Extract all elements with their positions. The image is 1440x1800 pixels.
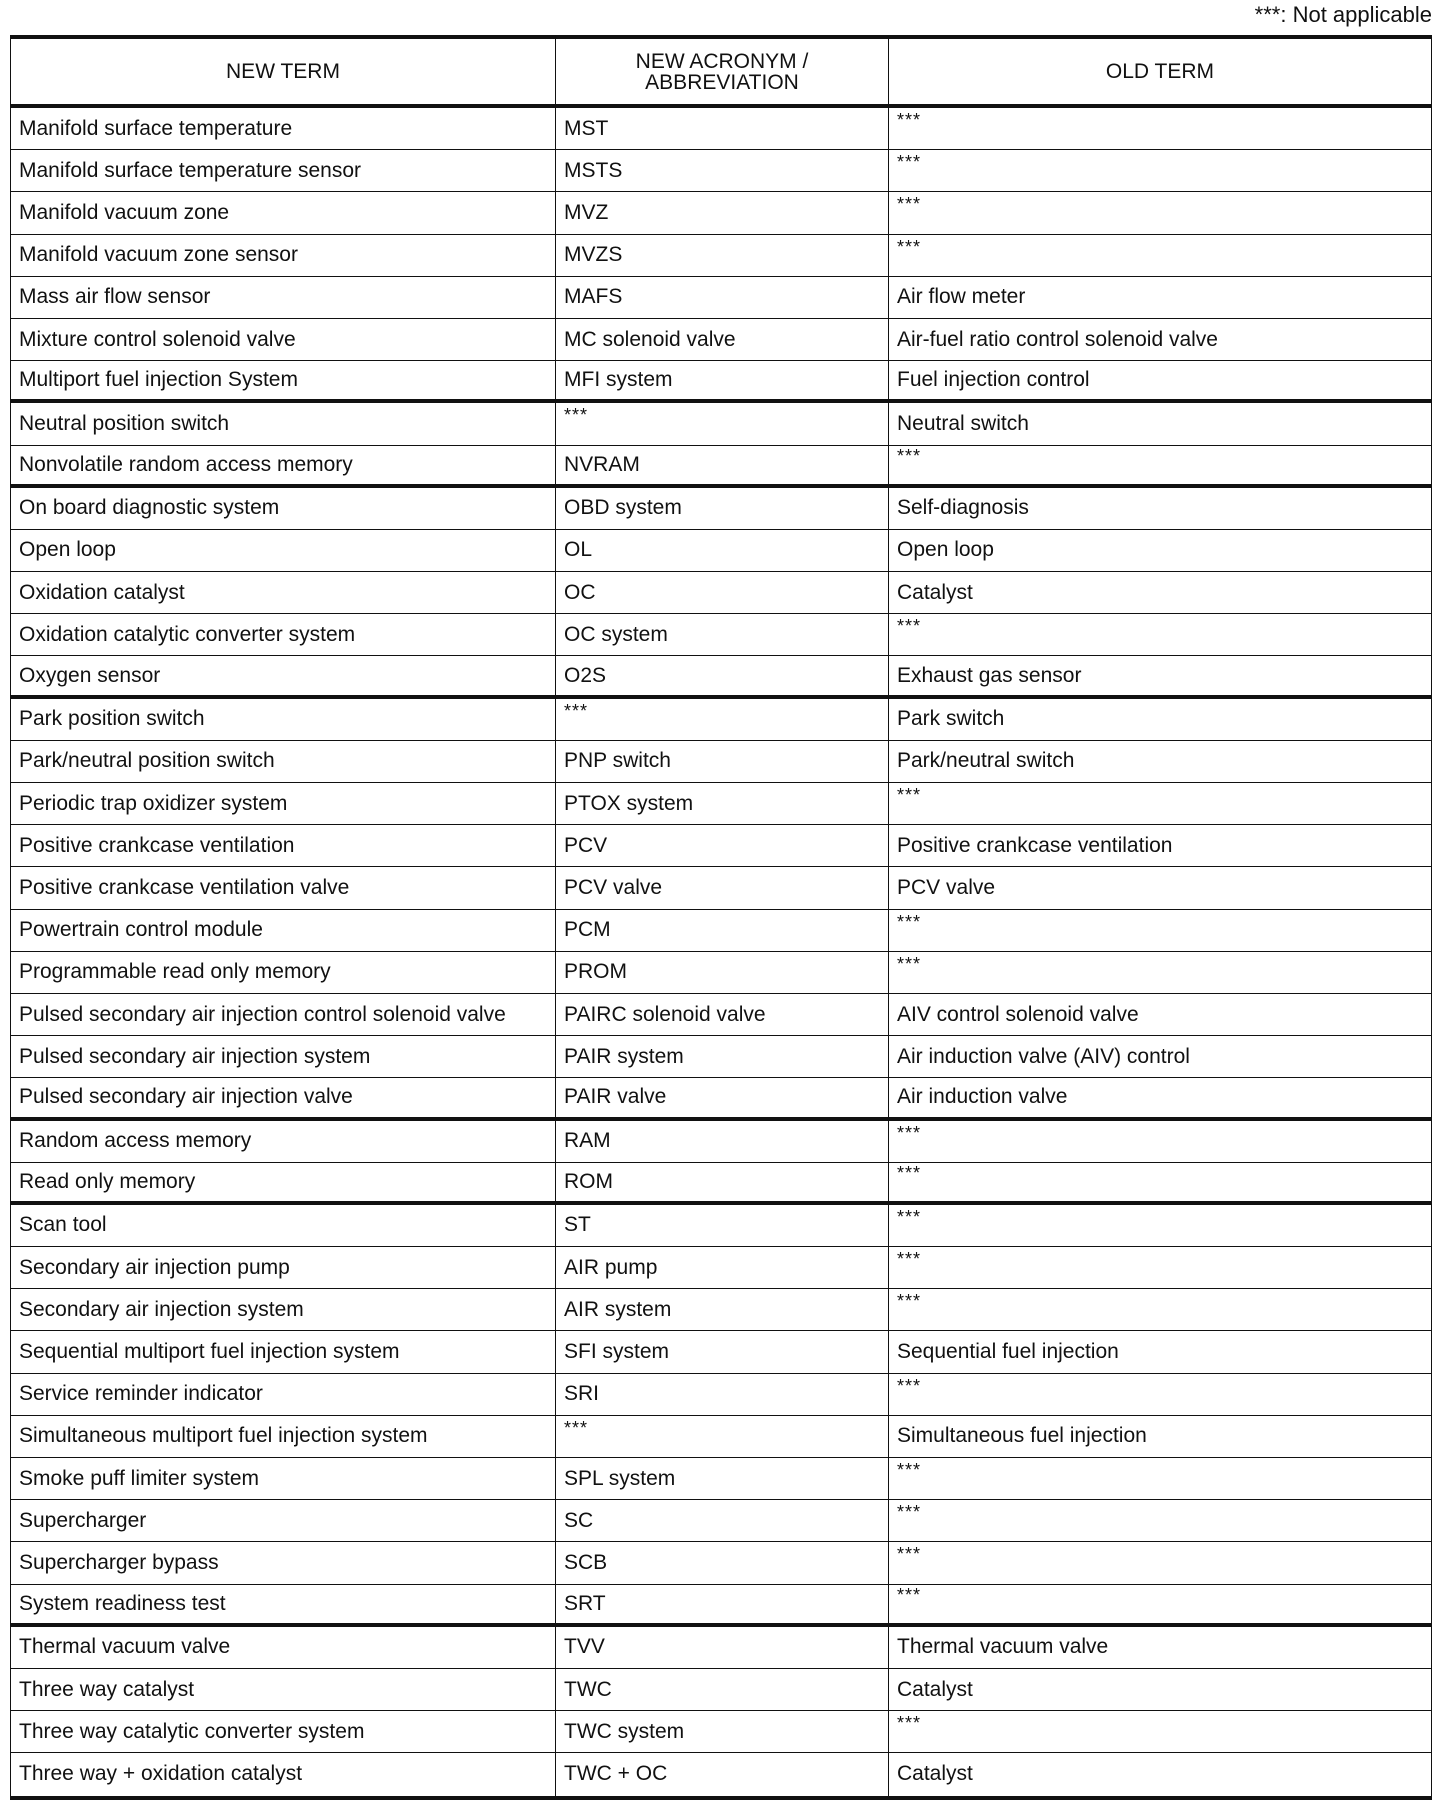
- old-term-cell: [889, 277, 1431, 318]
- new-term-cell: [11, 910, 556, 951]
- new-term-cell-text: Oxidation catalyst: [19, 580, 185, 604]
- old-term-cell: [889, 1289, 1431, 1330]
- acronym-cell: [556, 994, 889, 1035]
- acronym-cell: [556, 1374, 889, 1415]
- new-term-cell: [11, 1711, 556, 1752]
- table-row: [11, 1374, 1431, 1416]
- acronym-cell-text: MC solenoid valve: [564, 327, 736, 351]
- table-row: [11, 1289, 1431, 1331]
- table-row: [11, 108, 1431, 150]
- new-term-cell: [11, 1289, 556, 1330]
- acronym-cell: [556, 952, 889, 993]
- old-term-cell-text: ***: [897, 953, 922, 974]
- new-term-cell-text: On board diagnostic system: [19, 496, 280, 520]
- new-term-cell-text: Random access memory: [19, 1129, 252, 1153]
- old-term-cell-text: Simultaneous fuel injection: [897, 1424, 1147, 1448]
- old-term-cell: [889, 488, 1431, 529]
- acronym-cell-text: SC: [564, 1508, 594, 1532]
- acronym-cell: [556, 825, 889, 866]
- table-row: [11, 614, 1431, 656]
- table-row: [11, 361, 1431, 403]
- table-row: [11, 1163, 1431, 1205]
- acronym-cell-text: RAM: [564, 1129, 611, 1153]
- acronym-cell: [556, 1247, 889, 1288]
- new-term-cell-text: Secondary air injection pump: [19, 1255, 290, 1279]
- old-term-cell-text: ***: [897, 1713, 922, 1734]
- new-term-cell: [11, 1627, 556, 1668]
- acronym-cell: [556, 108, 889, 149]
- acronym-cell-text: MAFS: [564, 285, 623, 309]
- table-row: [11, 277, 1431, 319]
- old-term-cell: [889, 572, 1431, 613]
- acronym-cell-text: MSTS: [564, 158, 623, 182]
- old-term-cell: [889, 952, 1431, 993]
- new-term-cell-text: Mass air flow sensor: [19, 285, 211, 309]
- table-row: [11, 1669, 1431, 1711]
- old-term-cell-text: ***: [897, 1544, 922, 1565]
- acronym-cell: [556, 783, 889, 824]
- old-term-cell: [889, 1669, 1431, 1710]
- new-term-cell: [11, 235, 556, 276]
- old-term-cell-text: ***: [897, 152, 922, 173]
- new-term-cell: [11, 108, 556, 149]
- acronym-cell-text: TWC system: [564, 1719, 685, 1743]
- new-term-cell: [11, 1585, 556, 1623]
- old-term-cell-text: ***: [897, 1375, 922, 1396]
- new-term-cell-text: Oxygen sensor: [19, 663, 161, 687]
- new-term-cell-text: Simultaneous multiport fuel injection system: [19, 1424, 428, 1448]
- new-term-cell: [11, 403, 556, 444]
- acronym-cell: [556, 614, 889, 655]
- new-term-cell: [11, 1458, 556, 1499]
- new-term-cell: [11, 488, 556, 529]
- old-term-cell-text: ***: [897, 1206, 922, 1227]
- new-term-cell-text: Supercharger bypass: [19, 1550, 219, 1574]
- old-term-cell: [889, 1500, 1431, 1541]
- new-term-cell: [11, 150, 556, 191]
- acronym-cell-text: SFI system: [564, 1340, 670, 1364]
- acronym-cell-text: MST: [564, 116, 609, 140]
- table-row: [11, 192, 1431, 234]
- new-term-cell-text: Multiport fuel injection System: [19, 368, 298, 392]
- table-row: [11, 1542, 1431, 1584]
- acronym-cell: [556, 867, 889, 908]
- table-row: [11, 1500, 1431, 1542]
- acronym-cell-text: ***: [564, 405, 589, 426]
- old-term-cell: [889, 1247, 1431, 1288]
- not-applicable-note: ***: Not applicable: [1254, 2, 1432, 27]
- old-term-cell: [889, 867, 1431, 908]
- old-term-cell-text: Air induction valve (AIV) control: [897, 1044, 1190, 1068]
- old-term-cell-text: Air-fuel ratio control solenoid valve: [897, 327, 1218, 351]
- acronym-cell-text: AIR pump: [564, 1255, 658, 1279]
- old-term-cell: [889, 1542, 1431, 1583]
- new-term-cell-text: System readiness test: [19, 1591, 226, 1615]
- old-term-cell: [889, 1711, 1431, 1752]
- table-row: [11, 1121, 1431, 1163]
- table-row: [11, 1036, 1431, 1078]
- acronym-cell-text: ST: [564, 1213, 591, 1237]
- old-term-cell-text: ***: [897, 785, 922, 806]
- table-row: [11, 910, 1431, 952]
- acronym-cell: [556, 699, 889, 740]
- new-term-cell-text: Oxidation catalytic converter system: [19, 622, 356, 646]
- old-term-cell-text: ***: [897, 1163, 922, 1184]
- new-term-cell: [11, 1374, 556, 1415]
- new-term-cell-text: Three way catalytic converter system: [19, 1719, 365, 1743]
- old-term-cell-text: ***: [897, 1585, 922, 1606]
- acronym-cell-text: TWC + OC: [564, 1762, 668, 1786]
- new-term-cell-text: Three way + oxidation catalyst: [19, 1762, 303, 1786]
- acronym-cell-text: PAIRC solenoid valve: [564, 1002, 766, 1026]
- acronym-cell: [556, 1753, 889, 1795]
- old-term-cell: [889, 825, 1431, 866]
- old-term-cell-text: Catalyst: [897, 1677, 973, 1701]
- new-term-cell: [11, 446, 556, 484]
- table-row: [11, 1627, 1431, 1669]
- old-term-cell: [889, 446, 1431, 484]
- new-term-cell-text: Sequential multiport fuel injection system: [19, 1340, 400, 1364]
- acronym-cell: [556, 319, 889, 360]
- new-term-cell-text: Three way catalyst: [19, 1677, 195, 1701]
- acronym-cell: [556, 1078, 889, 1116]
- acronym-cell: [556, 1458, 889, 1499]
- old-term-cell-text: AIV control solenoid valve: [897, 1002, 1139, 1026]
- old-term-cell: [889, 1331, 1431, 1372]
- old-term-cell: [889, 614, 1431, 655]
- new-term-cell: [11, 952, 556, 993]
- old-term-cell-text: ***: [897, 1502, 922, 1523]
- acronym-cell-text: PNP switch: [564, 749, 671, 773]
- new-term-cell: [11, 1500, 556, 1541]
- old-term-cell: [889, 108, 1431, 149]
- new-term-cell: [11, 783, 556, 824]
- old-term-cell: [889, 699, 1431, 740]
- old-term-cell: [889, 1163, 1431, 1201]
- acronym-cell-text: PAIR system: [564, 1044, 684, 1068]
- acronym-cell-text: ***: [564, 1417, 589, 1438]
- new-term-cell-text: Pulsed secondary air injection system: [19, 1044, 371, 1068]
- new-term-cell-text: Manifold surface temperature sensor: [19, 158, 361, 182]
- table-row: [11, 825, 1431, 867]
- acronym-cell: [556, 488, 889, 529]
- new-term-cell-text: Mixture control solenoid valve: [19, 327, 296, 351]
- acronym-cell: [556, 910, 889, 951]
- old-term-cell: [889, 361, 1431, 399]
- old-term-cell: [889, 1121, 1431, 1162]
- new-term-cell-text: Manifold vacuum zone sensor: [19, 243, 298, 267]
- new-term-cell-text: Smoke puff limiter system: [19, 1466, 260, 1490]
- old-term-cell-text: PCV valve: [897, 875, 996, 899]
- table-row: [11, 994, 1431, 1036]
- old-term-cell: [889, 1627, 1431, 1668]
- new-term-cell: [11, 361, 556, 399]
- table-row: [11, 1416, 1431, 1458]
- new-term-cell: [11, 656, 556, 694]
- old-term-cell: [889, 235, 1431, 276]
- acronym-cell-text: TWC: [564, 1677, 612, 1701]
- acronym-cell-text: PCV: [564, 833, 608, 857]
- new-term-cell: [11, 1036, 556, 1077]
- old-term-cell-text: ***: [897, 616, 922, 637]
- new-term-cell-text: Periodic trap oxidizer system: [19, 791, 288, 815]
- acronym-cell: [556, 1121, 889, 1162]
- new-term-cell: [11, 1205, 556, 1246]
- table-row: [11, 1078, 1431, 1120]
- acronym-cell-text: MFI system: [564, 368, 673, 392]
- old-term-cell: [889, 741, 1431, 782]
- old-term-cell-text: ***: [897, 236, 922, 257]
- new-term-cell-text: Secondary air injection system: [19, 1297, 304, 1321]
- new-term-cell-text: Pulsed secondary air injection valve: [19, 1085, 353, 1109]
- old-term-cell: [889, 1078, 1431, 1116]
- new-term-cell-text: Positive crankcase ventilation: [19, 833, 295, 857]
- table-row: [11, 1753, 1431, 1795]
- acronym-cell-text: SRT: [564, 1591, 606, 1615]
- acronym-cell: [556, 446, 889, 484]
- new-term-cell-text: Park position switch: [19, 707, 205, 731]
- acronym-cell-text: OC system: [564, 622, 668, 646]
- new-term-cell: [11, 530, 556, 571]
- new-term-cell: [11, 1331, 556, 1372]
- table-row: [11, 530, 1431, 572]
- acronym-cell: [556, 741, 889, 782]
- old-term-cell-text: ***: [897, 1249, 922, 1270]
- acronym-cell: [556, 1289, 889, 1330]
- acronym-cell: [556, 1331, 889, 1372]
- acronym-cell-text: PROM: [564, 960, 627, 984]
- new-term-cell-text: Supercharger: [19, 1508, 147, 1532]
- acronym-cell-text: PAIR valve: [564, 1085, 667, 1109]
- acronym-cell-text: SRI: [564, 1382, 600, 1406]
- acronym-cell-text: ***: [564, 700, 589, 721]
- new-term-cell: [11, 1542, 556, 1583]
- old-term-cell: [889, 783, 1431, 824]
- new-term-cell: [11, 192, 556, 233]
- old-term-cell: [889, 1416, 1431, 1457]
- new-term-cell: [11, 1247, 556, 1288]
- old-term-cell-text: Positive crankcase ventilation: [897, 833, 1173, 857]
- acronym-cell: [556, 1711, 889, 1752]
- old-term-cell-text: Sequential fuel injection: [897, 1340, 1119, 1364]
- new-term-cell: [11, 1078, 556, 1116]
- acronym-cell: [556, 150, 889, 191]
- old-term-cell: [889, 150, 1431, 191]
- new-term-cell-text: Neutral position switch: [19, 411, 230, 435]
- table-row: [11, 783, 1431, 825]
- acronym-cell: [556, 1542, 889, 1583]
- new-term-cell-text: Pulsed secondary air injection control solenoid valve: [19, 1002, 506, 1026]
- old-term-cell-text: Exhaust gas sensor: [897, 663, 1082, 687]
- new-term-cell-text: Scan tool: [19, 1213, 107, 1237]
- old-term-cell-text: Catalyst: [897, 580, 973, 604]
- old-term-cell: [889, 656, 1431, 694]
- table-row: [11, 572, 1431, 614]
- acronym-cell-text: PTOX system: [564, 791, 694, 815]
- table-row: [11, 699, 1431, 741]
- acronym-cell: [556, 1669, 889, 1710]
- old-term-cell: [889, 192, 1431, 233]
- table-row: [11, 867, 1431, 909]
- acronym-cell: [556, 1163, 889, 1201]
- acronym-cell: [556, 277, 889, 318]
- acronym-cell-text: TVV: [564, 1635, 605, 1659]
- acronym-cell: [556, 1500, 889, 1541]
- old-term-cell: [889, 1036, 1431, 1077]
- new-term-cell: [11, 1163, 556, 1201]
- old-term-cell: [889, 1205, 1431, 1246]
- acronym-cell: [556, 1627, 889, 1668]
- table-row: [11, 1205, 1431, 1247]
- acronym-cell-text: PCV valve: [564, 875, 663, 899]
- table-row: [11, 952, 1431, 994]
- header-new-term: NEW TERM: [11, 39, 556, 104]
- old-term-cell-text: Air induction valve: [897, 1085, 1068, 1109]
- acronym-cell-text: MVZ: [564, 200, 609, 224]
- new-term-cell-text: Powertrain control module: [19, 918, 263, 942]
- new-term-cell: [11, 1753, 556, 1795]
- new-term-cell-text: Park/neutral position switch: [19, 749, 275, 773]
- new-term-cell-text: Manifold vacuum zone: [19, 200, 230, 224]
- acronym-cell-text: SCB: [564, 1550, 608, 1574]
- table-row: [11, 741, 1431, 783]
- acronym-cell-text: AIR system: [564, 1297, 672, 1321]
- new-term-cell: [11, 319, 556, 360]
- table-row: [11, 319, 1431, 361]
- new-term-cell-text: Programmable read only memory: [19, 960, 331, 984]
- table-row: [11, 1458, 1431, 1500]
- old-term-cell: [889, 910, 1431, 951]
- table-header: [11, 39, 1431, 108]
- old-term-cell-text: ***: [897, 110, 922, 131]
- new-term-cell: [11, 867, 556, 908]
- old-term-cell-text: Park/neutral switch: [897, 749, 1075, 773]
- old-term-cell-text: ***: [897, 911, 922, 932]
- acronym-cell: [556, 530, 889, 571]
- terms-table: [10, 35, 1432, 1800]
- old-term-cell-text: Self-diagnosis: [897, 496, 1029, 520]
- acronym-cell-text: OL: [564, 538, 593, 562]
- new-term-cell: [11, 825, 556, 866]
- new-term-cell-text: Thermal vacuum valve: [19, 1635, 231, 1659]
- table-row: [11, 656, 1431, 698]
- table-row: [11, 1247, 1431, 1289]
- acronym-cell: [556, 1205, 889, 1246]
- old-term-cell-text: Catalyst: [897, 1762, 973, 1786]
- new-term-cell: [11, 994, 556, 1035]
- new-term-cell: [11, 1416, 556, 1457]
- old-term-cell-text: Air flow meter: [897, 285, 1026, 309]
- table-row: [11, 1585, 1431, 1627]
- new-term-cell: [11, 1121, 556, 1162]
- old-term-cell-text: Neutral switch: [897, 411, 1029, 435]
- acronym-cell: [556, 403, 889, 444]
- old-term-cell-text: Open loop: [897, 538, 994, 562]
- old-term-cell: [889, 1753, 1431, 1795]
- new-term-cell-text: Read only memory: [19, 1169, 196, 1193]
- old-term-cell-text: ***: [897, 194, 922, 215]
- acronym-cell-text: OC: [564, 580, 596, 604]
- new-term-cell: [11, 699, 556, 740]
- header-new-acronym: NEW ACRONYM / ABBREVIATION: [556, 39, 889, 104]
- old-term-cell: [889, 530, 1431, 571]
- acronym-cell-text: SPL system: [564, 1466, 676, 1490]
- acronym-cell-text: ROM: [564, 1169, 613, 1193]
- new-term-cell: [11, 1669, 556, 1710]
- table-row: [11, 403, 1431, 445]
- table-row: [11, 1331, 1431, 1373]
- old-term-cell-text: ***: [897, 446, 922, 467]
- acronym-cell: [556, 1036, 889, 1077]
- acronym-cell: [556, 361, 889, 399]
- acronym-cell-text: MVZS: [564, 243, 623, 267]
- table-body: [11, 108, 1431, 1796]
- new-term-cell-text: Nonvolatile random access memory: [19, 452, 353, 476]
- old-term-cell: [889, 403, 1431, 444]
- new-term-cell: [11, 572, 556, 613]
- table-row: [11, 446, 1431, 488]
- old-term-cell-text: ***: [897, 1460, 922, 1481]
- acronym-cell: [556, 656, 889, 694]
- acronym-cell: [556, 192, 889, 233]
- acronym-cell: [556, 235, 889, 276]
- old-term-cell-text: Thermal vacuum valve: [897, 1635, 1109, 1659]
- header-old-term: OLD TERM: [1105, 60, 1215, 83]
- new-term-cell-text: Open loop: [19, 538, 116, 562]
- acronym-cell: [556, 1416, 889, 1457]
- acronym-cell-text: PCM: [564, 918, 611, 942]
- old-term-cell-text: Fuel injection control: [897, 368, 1090, 392]
- table-row: [11, 150, 1431, 192]
- old-term-cell: [889, 1458, 1431, 1499]
- new-term-cell: [11, 741, 556, 782]
- new-term-cell: [11, 277, 556, 318]
- acronym-cell-text: NVRAM: [564, 452, 640, 476]
- acronym-cell: [556, 1585, 889, 1623]
- old-term-cell-text: Park switch: [897, 707, 1005, 731]
- acronym-cell-text: OBD system: [564, 496, 682, 520]
- old-term-cell-text: ***: [897, 1291, 922, 1312]
- acronym-cell: [556, 572, 889, 613]
- old-term-cell: [889, 1585, 1431, 1623]
- old-term-cell: [889, 319, 1431, 360]
- table-row: [11, 488, 1431, 530]
- table-row: [11, 235, 1431, 277]
- old-term-cell: [889, 994, 1431, 1035]
- acronym-cell-text: O2S: [564, 663, 607, 687]
- new-term-cell-text: Service reminder indicator: [19, 1382, 263, 1406]
- table-row: [11, 1711, 1431, 1753]
- new-term-cell-text: Positive crankcase ventilation valve: [19, 875, 350, 899]
- old-term-cell-text: ***: [897, 1122, 922, 1143]
- new-term-cell: [11, 614, 556, 655]
- new-term-cell-text: Manifold surface temperature: [19, 116, 293, 140]
- old-term-cell: [889, 1374, 1431, 1415]
